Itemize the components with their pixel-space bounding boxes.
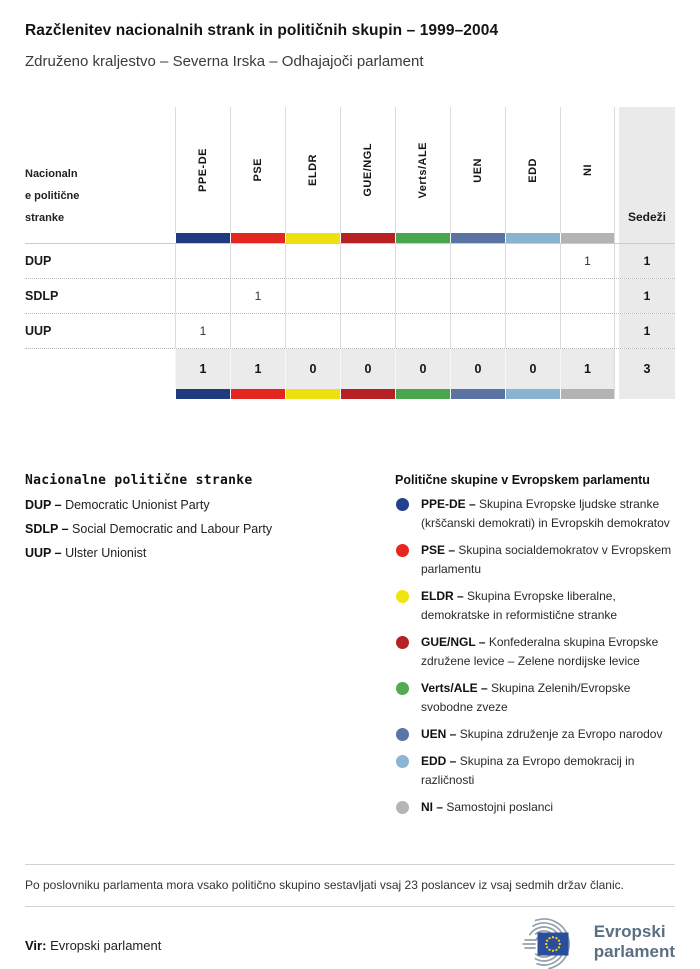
column-header-uen: UEN: [450, 107, 505, 233]
legend-party-item: DUP – Democratic Unionist Party: [25, 498, 210, 512]
table-row: UUP 1 1: [25, 314, 675, 349]
table-row: SDLP 1 1: [25, 279, 675, 314]
legend-dot-gue-ngl: [396, 636, 409, 649]
color-bar-verts-ale: [395, 233, 450, 243]
legend-group-item: EDD – Skupina za Evropo demokracij in različnosti: [395, 752, 675, 790]
european-parliament-logo: [504, 915, 675, 969]
seats-value: 1: [619, 244, 675, 278]
color-bar-uen: [450, 233, 505, 243]
legend-dot-ni: [396, 801, 409, 814]
legends-section: [25, 473, 675, 817]
page-title: Razčlenitev nacionalnih strank in političnih skupin – 1999–2004: [25, 22, 499, 39]
eu-flag: [537, 933, 568, 956]
column-header-ni: NI: [560, 107, 615, 233]
legend-group-item: Verts/ALE – Skupina Zelenih/Evropske svobodne zveze: [395, 679, 675, 717]
legend-national-parties: [25, 473, 395, 817]
legend-dot-ppe-de: [396, 498, 409, 511]
legend-party-item: SDLP – Social Democratic and Labour Party: [25, 522, 273, 536]
seats-table: [25, 107, 675, 399]
logo-wordmark: Evropski parlament: [593, 922, 675, 961]
footer: [25, 915, 675, 969]
seats-total: 3: [619, 349, 675, 389]
legend-group-item: ELDR – Skupina Evropske liberalne, demokratske in reformistične stranke: [395, 587, 675, 625]
legend-group-item: GUE/NGL – Konfederalna skupina Evropske združene levice – Zelene nordijske levice: [395, 633, 675, 671]
column-header-verts-ale: Verts/ALE: [395, 107, 450, 233]
column-header-gue-ngl: GUE/NGL: [340, 107, 395, 233]
seats-value: 1: [619, 314, 675, 348]
row-header-label: Nacionalne politične stranke: [25, 168, 80, 224]
column-header-seats: Sedeži: [619, 107, 675, 233]
legend-dot-pse: [396, 544, 409, 557]
color-bar-edd: [505, 233, 560, 243]
color-bar-ni: [560, 233, 615, 243]
table-totals-row: 1 1 0 0 0 0 0 1 3: [25, 349, 675, 389]
color-bar-eldr: [285, 233, 340, 243]
column-header-pse: PSE: [230, 107, 285, 233]
color-bar-gue-ngl: [340, 233, 395, 243]
legend-dot-verts-ale: [396, 682, 409, 695]
legend-group-item: UEN – Skupina združenje za Evropo narodov: [395, 725, 675, 744]
group-color-bar-row-bottom: [25, 389, 675, 399]
legend-dot-eldr: [396, 590, 409, 603]
column-header-ppe-de: PPE-DE: [175, 107, 230, 233]
page-subtitle: Združeno kraljestvo – Severna Irska – Odhajajoči parlament: [25, 53, 424, 70]
legend-group-item: PPE-DE – Skupina Evropske ljudske stranke (krščanski demokrati) in Evropskih demokratov: [395, 495, 675, 533]
legend-party-item: UUP – Ulster Unionist: [25, 546, 147, 560]
divider: [25, 906, 675, 907]
footnote: Po poslovniku parlamenta mora vsako politično skupino sestavljati vsaj 23 poslancev iz vsaj sedmih držav članic.: [25, 878, 624, 892]
column-header-edd: EDD: [505, 107, 560, 233]
seats-value: 1: [619, 279, 675, 313]
source-line: Vir: Evropski parlament: [25, 938, 162, 953]
group-color-bar-row-top: [25, 233, 675, 243]
color-bar-pse: [230, 233, 285, 243]
legend-dot-edd: [396, 755, 409, 768]
color-bar-ppe-de: [175, 233, 230, 243]
legend-groups-title: Politične skupine v Evropskem parlamentu: [395, 473, 650, 487]
party-name: DUP: [25, 254, 52, 268]
party-name: UUP: [25, 324, 52, 338]
ep-hemicycle-icon: [504, 915, 584, 969]
table-header-row: [25, 107, 675, 233]
column-header-eldr: ELDR: [285, 107, 340, 233]
legend-group-item: PSE – Skupina socialdemokratov v Evropskem parlamentu: [395, 541, 675, 579]
table-corner-header: [25, 107, 175, 233]
legend-parties-title: Nacionalne politične stranke: [25, 473, 253, 488]
legend-political-groups: [395, 473, 675, 817]
party-name: SDLP: [25, 289, 59, 303]
legend-dot-uen: [396, 728, 409, 741]
table-row: DUP 1 1: [25, 244, 675, 279]
legend-group-item: NI – Samostojni poslanci: [395, 798, 675, 817]
